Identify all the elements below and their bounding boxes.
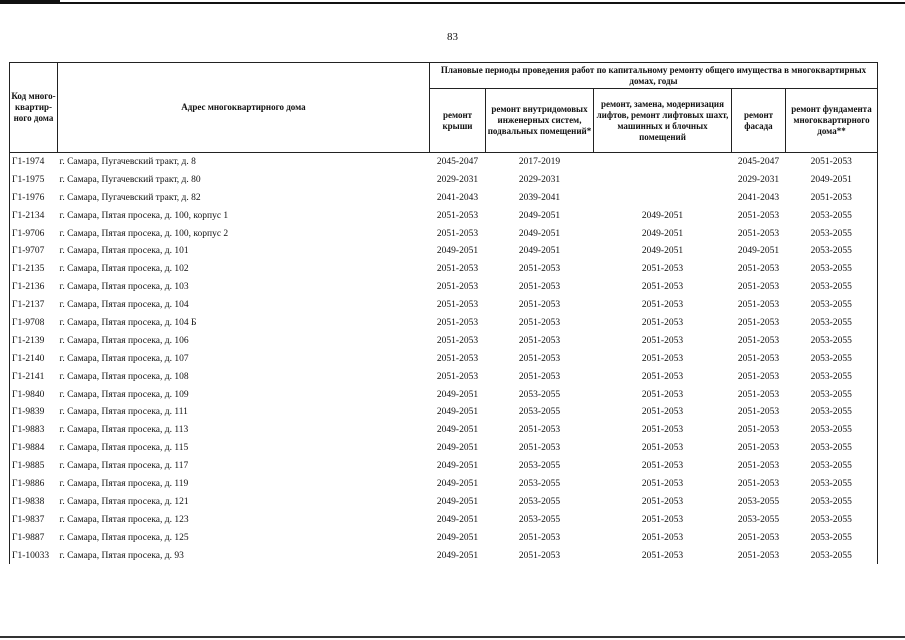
table-row (10, 314, 878, 332)
cell-foundation: 2053-2055 (786, 332, 878, 350)
cell-address: г. Самара, Пятая просека, д. 108 (59, 371, 189, 382)
cell-elevators: 2051-2053 (641, 389, 684, 400)
cell-address: г. Самара, Пугачевский тракт, д. 80 (59, 174, 201, 185)
cell-engineering: 2053-2055 (518, 514, 561, 525)
cell-roof: 2049-2051 (436, 478, 479, 489)
cell-elevators: 2051-2053 (641, 371, 684, 382)
table-row (10, 421, 878, 439)
cell-engineering: 2053-2055 (518, 389, 561, 400)
cell-address: г. Самара, Пятая просека, д. 102 (59, 264, 189, 275)
cell-roof: 2051-2053 (436, 282, 479, 293)
cell-foundation: 2053-2055 (786, 457, 878, 475)
cell-roof: 2049-2051 (436, 443, 479, 454)
cell-code: Г1-1975 (10, 171, 58, 189)
cell-address: г. Самара, Пятая просека, д. 101 (59, 246, 189, 257)
cell-code: Г1-9707 (10, 242, 58, 260)
cell-foundation: 2051-2053 (786, 153, 878, 171)
table-row (10, 386, 878, 404)
cell-facade: 2029-2031 (737, 174, 780, 185)
cell-roof: 2049-2051 (436, 407, 479, 418)
cell-elevators: 2051-2053 (641, 353, 684, 364)
cell-engineering: 2051-2053 (518, 264, 561, 275)
cell-engineering: 2051-2053 (518, 371, 561, 382)
table-row (10, 278, 878, 296)
cell-engineering: 2049-2051 (518, 228, 561, 239)
cell-facade: 2051-2053 (737, 425, 780, 436)
cell-facade: 2053-2055 (737, 514, 780, 525)
cell-elevators: 2051-2053 (641, 317, 684, 328)
cell-code: Г1-9839 (10, 403, 58, 421)
cell-engineering: 2051-2053 (518, 300, 561, 311)
table-row (10, 511, 878, 529)
cell-roof: 2049-2051 (436, 550, 479, 561)
cell-code: Г1-9884 (10, 439, 58, 457)
cell-roof: 2049-2051 (436, 514, 479, 525)
cell-roof: 2029-2031 (436, 174, 479, 185)
header-facade: ремонт фасада (732, 89, 786, 153)
cell-engineering: 2053-2055 (518, 478, 561, 489)
cell-elevators: 2051-2053 (641, 514, 684, 525)
cell-address: г. Самара, Пятая просека, д. 104 Б (59, 317, 197, 328)
cell-roof: 2049-2051 (436, 246, 479, 257)
table-row (10, 153, 878, 171)
header-roof: ремонт крыши (430, 89, 486, 153)
cell-elevators: 2049-2051 (641, 246, 684, 257)
cell-facade: 2051-2053 (737, 228, 780, 239)
cell-foundation: 2053-2055 (786, 242, 878, 260)
cell-code: Г1-9885 (10, 457, 58, 475)
cell-foundation: 2053-2055 (786, 368, 878, 386)
cell-code: Г1-2141 (10, 368, 58, 386)
table-row (10, 171, 878, 189)
cell-foundation: 2053-2055 (786, 439, 878, 457)
table-row (10, 457, 878, 475)
table-row (10, 225, 878, 243)
cell-engineering: 2051-2053 (518, 532, 561, 543)
cell-elevators (594, 189, 732, 207)
cell-address: г. Самара, Пятая просека, д. 93 (59, 550, 184, 561)
cell-foundation: 2053-2055 (786, 403, 878, 421)
cell-engineering: 2053-2055 (518, 461, 561, 472)
cell-elevators: 2051-2053 (641, 532, 684, 543)
cell-roof: 2051-2053 (436, 353, 479, 364)
cell-code: Г1-1974 (10, 153, 58, 171)
cell-engineering: 2039-2041 (518, 192, 561, 203)
cell-facade: 2051-2053 (737, 443, 780, 454)
cell-address: г. Самара, Пятая просека, д. 103 (59, 282, 189, 293)
cell-roof: 2041-2043 (436, 192, 479, 203)
cell-foundation: 2053-2055 (786, 421, 878, 439)
cell-code: Г1-9708 (10, 314, 58, 332)
cell-engineering: 2051-2053 (518, 353, 561, 364)
table-row (10, 475, 878, 493)
header-code: Код много-квартир-ного дома (10, 63, 58, 153)
table-row (10, 350, 878, 368)
cell-engineering: 2029-2031 (518, 174, 561, 185)
cell-code: Г1-9840 (10, 386, 58, 404)
table-row (10, 189, 878, 207)
cell-elevators (594, 153, 732, 171)
cell-facade: 2041-2043 (737, 192, 780, 203)
cell-elevators: 2051-2053 (641, 443, 684, 454)
cell-address: г. Самара, Пятая просека, д. 123 (59, 514, 189, 525)
cell-roof: 2051-2053 (436, 371, 479, 382)
cell-address: г. Самара, Пятая просека, д. 100, корпус 2 (59, 228, 229, 239)
cell-code: Г1-2134 (10, 207, 58, 225)
cell-engineering: 2051-2053 (518, 282, 561, 293)
cell-foundation: 2049-2051 (786, 171, 878, 189)
cell-code: Г1-9838 (10, 493, 58, 511)
cell-code: Г1-9837 (10, 511, 58, 529)
cell-facade: 2051-2053 (737, 335, 780, 346)
cell-elevators: 2049-2051 (641, 210, 684, 221)
cell-facade: 2051-2053 (737, 210, 780, 221)
cell-facade: 2051-2053 (737, 550, 780, 561)
cell-code: Г1-9886 (10, 475, 58, 493)
cell-engineering: 2049-2051 (518, 210, 561, 221)
cell-code: Г1-1976 (10, 189, 58, 207)
cell-address: г. Самара, Пятая просека, д. 121 (59, 496, 189, 507)
header-foundation: ремонт фундамента многоквартирного дома** (786, 89, 878, 153)
cell-elevators: 2051-2053 (641, 335, 684, 346)
header-address: Адрес многоквартирного дома (58, 63, 430, 153)
cell-roof: 2049-2051 (436, 389, 479, 400)
cell-facade: 2053-2055 (737, 496, 780, 507)
cell-facade: 2051-2053 (737, 407, 780, 418)
cell-elevators: 2051-2053 (641, 461, 684, 472)
cell-roof: 2049-2051 (436, 461, 479, 472)
cell-engineering: 2049-2051 (518, 246, 561, 257)
cell-engineering: 2053-2055 (518, 407, 561, 418)
cell-address: г. Самара, Пятая просека, д. 107 (59, 353, 189, 364)
cell-facade: 2051-2053 (737, 478, 780, 489)
cell-foundation: 2053-2055 (786, 475, 878, 493)
table-row (10, 493, 878, 511)
table-row (10, 260, 878, 278)
cell-roof: 2051-2053 (436, 335, 479, 346)
cell-address: г. Самара, Пятая просека, д. 119 (59, 478, 189, 489)
cell-foundation: 2053-2055 (786, 260, 878, 278)
cell-roof: 2051-2053 (436, 210, 479, 221)
cell-address: г. Самара, Пятая просека, д. 117 (59, 461, 189, 472)
cell-foundation: 2053-2055 (786, 493, 878, 511)
cell-elevators: 2051-2053 (641, 550, 684, 561)
cell-address: г. Самара, Пятая просека, д. 113 (59, 425, 189, 436)
cell-code: Г1-2137 (10, 296, 58, 314)
cell-roof: 2049-2051 (436, 425, 479, 436)
table-row (10, 207, 878, 225)
table-body (10, 153, 878, 565)
cell-engineering: 2051-2053 (518, 335, 561, 346)
housing-repair-table (9, 62, 878, 564)
cell-engineering: 2051-2053 (518, 550, 561, 561)
cell-address: г. Самара, Пугачевский тракт, д. 8 (58, 153, 430, 171)
cell-foundation: 2053-2055 (786, 547, 878, 565)
bottom-border-line (0, 636, 905, 638)
cell-facade: 2051-2053 (737, 371, 780, 382)
cell-elevators (594, 171, 732, 189)
cell-address: г. Самара, Пятая просека, д. 125 (59, 532, 189, 543)
cell-roof: 2051-2053 (436, 317, 479, 328)
table-row (10, 332, 878, 350)
header-row-1 (10, 63, 878, 89)
cell-address: г. Самара, Пятая просека, д. 111 (59, 407, 188, 418)
cell-facade: 2051-2053 (737, 353, 780, 364)
cell-facade: 2051-2053 (737, 317, 780, 328)
cell-elevators: 2051-2053 (641, 407, 684, 418)
cell-facade: 2051-2053 (737, 264, 780, 275)
cell-elevators: 2051-2053 (641, 478, 684, 489)
cell-engineering: 2017-2019 (486, 153, 594, 171)
cell-code: Г1-2140 (10, 350, 58, 368)
cell-address: г. Самара, Пятая просека, д. 109 (59, 389, 189, 400)
table-row (10, 242, 878, 260)
cell-address: г. Самара, Пятая просека, д. 115 (59, 443, 189, 454)
cell-facade: 2045-2047 (732, 153, 786, 171)
cell-address: г. Самара, Пугачевский тракт, д. 82 (59, 192, 201, 203)
cell-roof: 2049-2051 (436, 532, 479, 543)
cell-code: Г1-2139 (10, 332, 58, 350)
cell-elevators: 2051-2053 (641, 425, 684, 436)
cell-facade: 2051-2053 (737, 461, 780, 472)
cell-foundation: 2051-2053 (786, 189, 878, 207)
cell-address: г. Самара, Пятая просека, д. 106 (59, 335, 189, 346)
table-row (10, 547, 878, 565)
header-periods: Плановые периоды проведения работ по капитальному ремонту общего имущества в многоквартирных домах, годы (430, 63, 878, 89)
top-border-line (0, 2, 905, 4)
cell-roof: 2049-2051 (436, 496, 479, 507)
cell-code: Г1-9887 (10, 529, 58, 547)
table-row (10, 529, 878, 547)
cell-foundation: 2053-2055 (786, 225, 878, 243)
header-elevators: ремонт, замена, модернизация лифтов, ремонт лифтовых шахт, машинных и блочных помещений (594, 89, 732, 153)
cell-elevators: 2051-2053 (641, 264, 684, 275)
header-engineering: ремонт внутридомовых инженерных систем, подвальных помещений* (486, 89, 594, 153)
cell-address: г. Самара, Пятая просека, д. 100, корпус 1 (59, 210, 229, 221)
cell-foundation: 2053-2055 (786, 529, 878, 547)
cell-foundation: 2053-2055 (786, 296, 878, 314)
cell-elevators: 2051-2053 (641, 496, 684, 507)
cell-foundation: 2053-2055 (786, 511, 878, 529)
cell-code: Г1-2136 (10, 278, 58, 296)
cell-code: Г1-9706 (10, 225, 58, 243)
cell-engineering: 2051-2053 (518, 425, 561, 436)
cell-elevators: 2049-2051 (641, 228, 684, 239)
cell-engineering: 2053-2055 (518, 496, 561, 507)
table-row (10, 296, 878, 314)
cell-foundation: 2053-2055 (786, 386, 878, 404)
cell-facade: 2051-2053 (737, 532, 780, 543)
cell-elevators: 2051-2053 (641, 282, 684, 293)
cell-roof: 2051-2053 (436, 228, 479, 239)
table-row (10, 403, 878, 421)
cell-roof: 2051-2053 (436, 264, 479, 275)
page-number: 83 (447, 31, 458, 43)
cell-roof: 2051-2053 (436, 300, 479, 311)
cell-foundation: 2053-2055 (786, 207, 878, 225)
cell-facade: 2051-2053 (737, 389, 780, 400)
cell-code: Г1-9883 (10, 421, 58, 439)
cell-engineering: 2051-2053 (518, 317, 561, 328)
cell-code: Г1-2135 (10, 260, 58, 278)
cell-engineering: 2051-2053 (518, 443, 561, 454)
cell-code: Г1-10033 (10, 547, 58, 565)
table-row (10, 368, 878, 386)
cell-roof: 2045-2047 (430, 153, 486, 171)
cell-address: г. Самара, Пятая просека, д. 104 (59, 300, 189, 311)
table-row (10, 439, 878, 457)
cell-facade: 2049-2051 (737, 246, 780, 257)
cell-facade: 2051-2053 (737, 300, 780, 311)
cell-foundation: 2053-2055 (786, 314, 878, 332)
cell-foundation: 2053-2055 (786, 350, 878, 368)
cell-elevators: 2051-2053 (641, 300, 684, 311)
cell-facade: 2051-2053 (737, 282, 780, 293)
cell-foundation: 2053-2055 (786, 278, 878, 296)
